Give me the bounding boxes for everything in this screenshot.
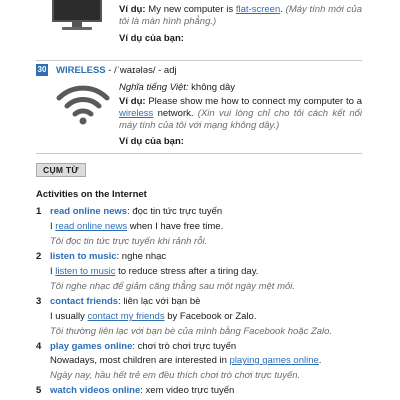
phrase-example: I usually contact my friends by Facebook or Zalo. xyxy=(50,311,257,322)
entry29-link[interactable]: flat-screen xyxy=(235,4,281,15)
phrase-item: watch videos online: xem video trực tuyến xyxy=(50,385,235,396)
phrase-translation: Tôi nghe nhạc để giảm căng thẳng sau một ngày mệt mỏi. xyxy=(50,281,296,292)
monitor-image xyxy=(52,0,102,22)
phrase-number: 5 xyxy=(36,385,42,396)
phrase-number: 3 xyxy=(36,296,42,307)
entry-number: 30 xyxy=(37,65,47,74)
section-badge: CỤM TỪ xyxy=(36,163,86,177)
entry30-headword: WIRELESS - /ˈwaɪələs/ - adj xyxy=(56,65,177,76)
entry30-example: Ví dụ: Please show me how to connect my computer to a wireless network. (Xin vui lòng chỉ cho tôi cách kết nối máy tính của tôi với mạng không dây.) xyxy=(119,96,362,131)
phrase-item: read online news: đọc tin tức trực tuyến xyxy=(50,206,223,217)
entry30-link[interactable]: wireless xyxy=(119,108,154,119)
phrase-translation: Tôi thường liên lạc với bạn bè của mình bằng Facebook hoặc Zalo. xyxy=(50,326,333,337)
wifi-icon xyxy=(55,84,111,126)
entry29-your-example: Ví dụ của bạn: xyxy=(119,33,184,44)
divider xyxy=(36,60,362,61)
divider xyxy=(36,153,362,154)
phrase-number: 1 xyxy=(36,206,42,217)
phrase-item: listen to music: nghe nhạc xyxy=(50,251,167,262)
phrase-example: Nowadays, most children are interested in playing games online. xyxy=(50,355,322,366)
phrase-number: 4 xyxy=(36,341,42,352)
entry30-your-example: Ví dụ của bạn: xyxy=(119,136,184,147)
phrase-example: I listen to music to reduce stress after a tiring day. xyxy=(50,266,259,277)
phrase-translation: Tôi đọc tin tức trực tuyến khi rảnh rỗi. xyxy=(50,236,208,247)
phrase-number: 2 xyxy=(36,251,42,262)
phrase-example: I read online news when I have free time. xyxy=(50,221,224,232)
entry30-meaning: Nghĩa tiếng Việt: không dây xyxy=(119,82,236,93)
section-title: Activities on the Internet xyxy=(36,189,147,200)
phrase-item: contact friends: liên lạc với bạn bè xyxy=(50,296,201,307)
phrase-item: play games online: chơi trò chơi trực tuyến xyxy=(50,341,237,352)
phrase-translation: Ngày nay, hầu hết trẻ em đều thích chơi trò chơi trực tuyến. xyxy=(50,370,301,381)
monitor-base xyxy=(62,27,92,30)
entry29-example: Ví dụ: My new computer is flat-screen. (Máy tính mới của tôi là màn hình phẳng.) xyxy=(119,4,362,27)
